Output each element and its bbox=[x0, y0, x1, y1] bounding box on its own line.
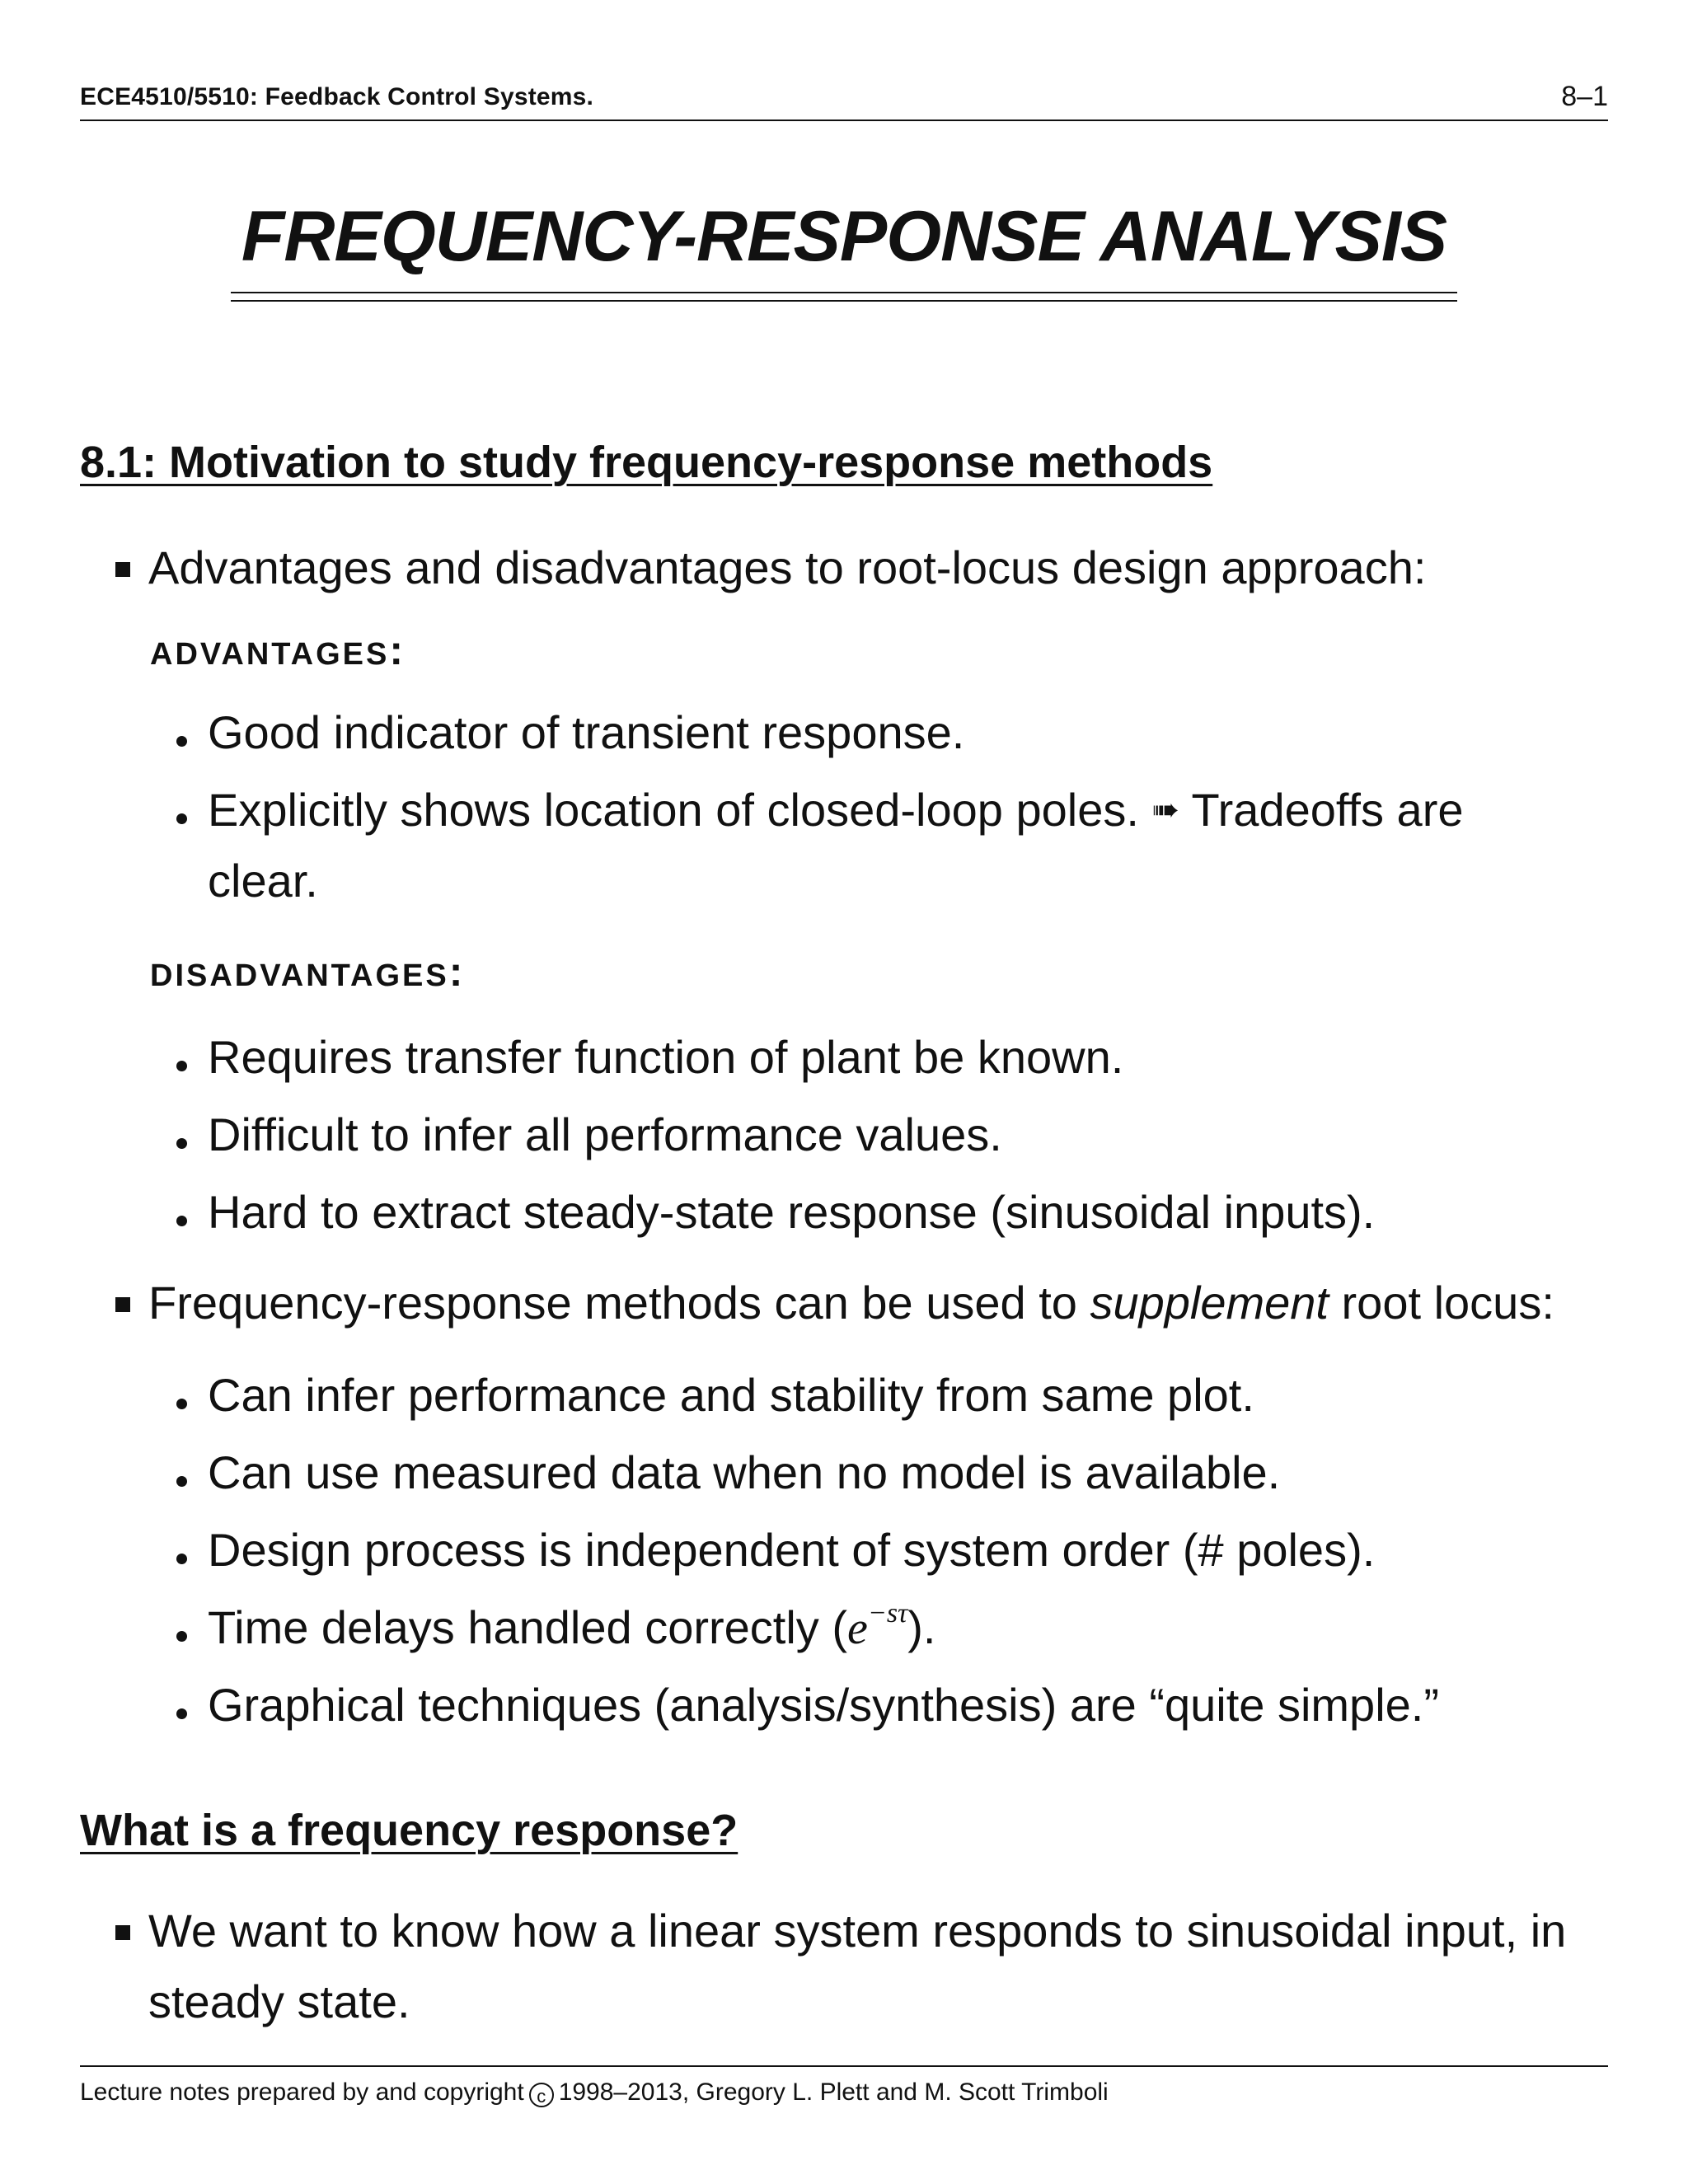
square-bullet-icon bbox=[115, 1297, 130, 1312]
disadvantages-label: DISADVANTAGES: bbox=[150, 949, 463, 995]
time-delay-expression: $e^{-s\tau}$ bbox=[847, 1598, 908, 1654]
advantage-text: Explicitly shows location of closed-loop poles. ➠ Tradeoffs are bbox=[208, 784, 1464, 836]
disadvantage-text: Difficult to infer all performance values. bbox=[208, 1108, 1002, 1160]
copyright-icon: c bbox=[529, 2083, 554, 2107]
disadvantages-label-text: DISADVANTAGES bbox=[150, 958, 449, 993]
bullet-text: Advantages and disadvantages to root-locus design approach: bbox=[148, 541, 1427, 593]
round-bullet-icon bbox=[176, 1631, 187, 1642]
title-underline-top bbox=[231, 292, 1457, 293]
implies-arrow-icon: ➠ bbox=[1151, 791, 1179, 829]
header-divider bbox=[80, 120, 1608, 121]
course-header: ECE4510/5510: Feedback Control Systems. bbox=[80, 83, 594, 110]
disadvantage-text: Requires transfer function of plant be known. bbox=[208, 1031, 1124, 1083]
footer-divider bbox=[80, 2065, 1608, 2067]
round-bullet-icon bbox=[176, 1216, 187, 1226]
supplement-text: Time delays handled correctly $(e^{-s\tau})$. bbox=[208, 1598, 936, 1654]
supplement-text: Graphical techniques (analysis/synthesis) are “quite simple.” bbox=[208, 1679, 1439, 1731]
bullet-text: Frequency-response methods can be used to supplement root locus: bbox=[148, 1277, 1554, 1329]
disadvantage-text: Hard to extract steady-state response (sinusoidal inputs). bbox=[208, 1186, 1376, 1238]
round-bullet-icon bbox=[176, 1476, 187, 1487]
round-bullet-icon bbox=[176, 1138, 187, 1149]
round-bullet-icon bbox=[176, 1554, 187, 1564]
page-title: FREQUENCY-RESPONSE ANALYSIS bbox=[241, 197, 1447, 276]
page-number: 8–1 bbox=[1561, 81, 1608, 112]
advantages-label-text: ADVANTAGES bbox=[150, 637, 390, 672]
supplement-text: Can infer performance and stability from same plot. bbox=[208, 1369, 1254, 1421]
square-bullet-icon bbox=[115, 1925, 130, 1940]
advantage-text: Good indicator of transient response. bbox=[208, 706, 965, 758]
footer-copyright: Lecture notes prepared by and copyright c 1998–2013, Gregory L. Plett and M. Scott Trimboli bbox=[80, 2079, 1109, 2107]
bullet-text: We want to know how a linear system responds to sinusoidal input, in bbox=[148, 1905, 1567, 1957]
advantages-label: ADVANTAGES: bbox=[150, 627, 404, 673]
section-heading-motivation: 8.1: Motivation to study frequency-response methods bbox=[80, 438, 1213, 487]
round-bullet-icon bbox=[176, 1708, 187, 1719]
square-bullet-icon bbox=[115, 562, 130, 577]
round-bullet-icon bbox=[176, 813, 187, 824]
advantage-text: clear. bbox=[208, 855, 318, 907]
supplement-text: Can use measured data when no model is available. bbox=[208, 1446, 1281, 1498]
supplement-text: Design process is independent of system order (# poles). bbox=[208, 1524, 1376, 1576]
round-bullet-icon bbox=[176, 1399, 187, 1409]
round-bullet-icon bbox=[176, 1061, 187, 1071]
round-bullet-icon bbox=[176, 736, 187, 747]
section-heading-what-is: What is a frequency response? bbox=[80, 1806, 738, 1855]
title-underline-bottom bbox=[231, 300, 1457, 302]
bullet-text: steady state. bbox=[148, 1975, 410, 2027]
